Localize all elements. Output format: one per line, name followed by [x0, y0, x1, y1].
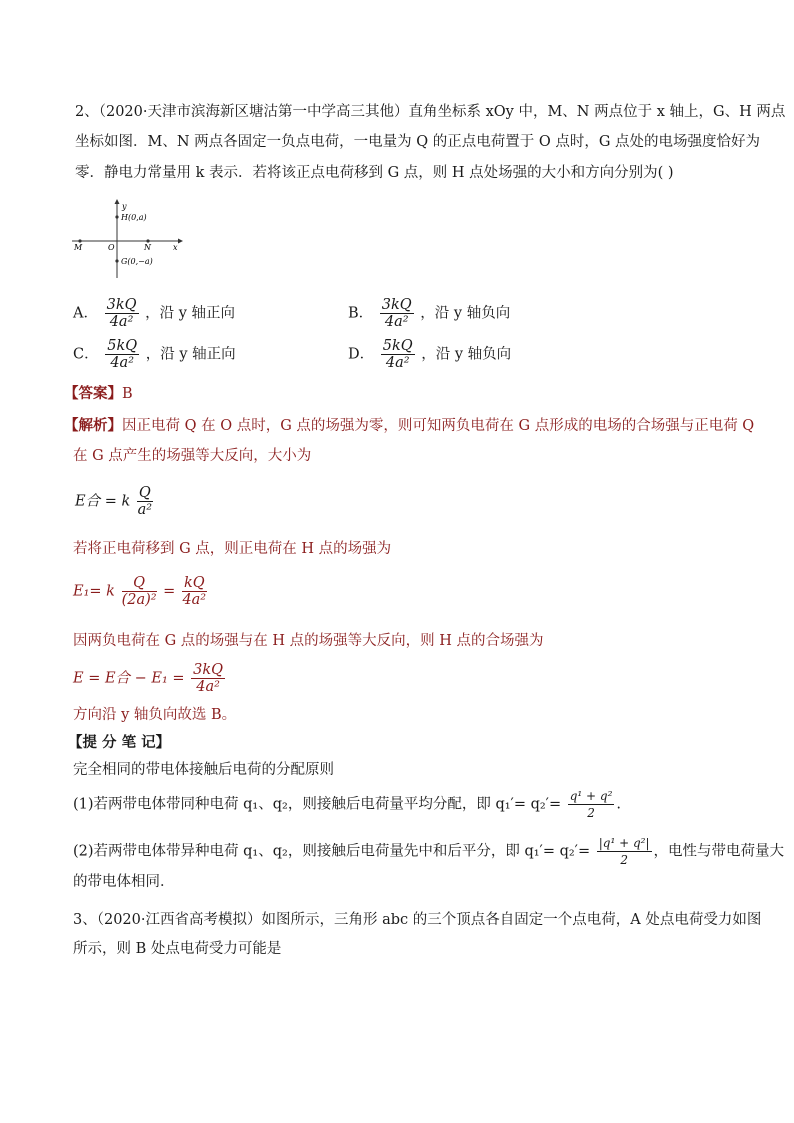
eq3-den: 4a²	[196, 679, 220, 695]
y-axis-label: y	[122, 202, 127, 211]
x-axis-arrow	[178, 239, 183, 244]
o-label: O	[108, 243, 115, 252]
option-a-letter: A．	[73, 305, 98, 322]
notes-line-3-fraction	[597, 835, 652, 868]
notes-line-4: 的带电体相同．	[73, 874, 175, 890]
option-b-num: 3kQ	[381, 297, 412, 313]
notes-line-3-end: ，电性与带电荷量大	[653, 843, 785, 860]
eq3-fraction	[191, 662, 225, 695]
notes-line-2-num: q¹ + q²	[569, 789, 613, 803]
q3-line-1: 3、（2020·江西省高考模拟）如图所示，三角形 abc 的三个顶点各自固定一个点电荷，A 处点电荷受力如图	[73, 912, 762, 928]
q3-line-2: 所示，则 B 处点电荷受力可能是	[73, 941, 282, 957]
option-a[interactable]	[73, 297, 235, 330]
point-h	[115, 215, 118, 218]
option-d-letter: D．	[348, 346, 375, 363]
option-a-text: ，沿 y 轴正向	[145, 305, 236, 322]
option-c[interactable]	[73, 338, 236, 371]
option-d-text: ，沿 y 轴负向	[421, 346, 512, 363]
point-g	[115, 259, 118, 262]
n-label: N	[144, 243, 151, 252]
option-b-text: ，沿 y 轴负向	[420, 305, 511, 322]
eq2-fraction-2	[182, 575, 207, 608]
notes-line-2-text: (1)若两带电体带同种电荷 q₁、q₂，则接触后电荷量平均分配，即 q₁′= q₂′=	[73, 796, 562, 813]
notes-line-3-num: |q¹ + q²|	[598, 836, 650, 850]
option-b-den: 4a²	[384, 314, 409, 330]
option-b-fraction	[380, 297, 414, 330]
notes-line-3-text: (2)若两带电体带异种电荷 q₁、q₂，则接触后电荷量先中和后平分，即 q₁′= q₂′=	[73, 843, 591, 860]
option-d[interactable]	[348, 338, 511, 371]
eq2-den-1: (2a)²	[121, 592, 157, 608]
option-c-letter: C．	[73, 346, 99, 363]
g-label: G(0,−a)	[121, 257, 153, 266]
eq2-equals: =	[163, 583, 176, 600]
notes-line-1: 完全相同的带电体接触后电荷的分配原则	[73, 762, 334, 778]
analysis-text-1: 因正电荷 Q 在 O 点时，G 点的场强为零，则可知两负电荷在 G 点形成的电场的合场强与正电荷 Q	[122, 418, 755, 434]
eq2-fraction-1	[122, 575, 157, 608]
eq1-lhs: E合 = k	[75, 493, 131, 510]
eq1-den: a²	[137, 502, 153, 518]
option-b-letter: B．	[348, 305, 374, 322]
notes-title: 【提 分 笔 记】	[68, 734, 171, 751]
notes-line-3-den: 2	[620, 853, 628, 867]
notes-line-2-end: .	[616, 796, 622, 813]
option-d-fraction	[381, 338, 415, 371]
eq3-num: 3kQ	[193, 662, 224, 678]
answer	[64, 384, 133, 404]
eq2-num-2: kQ	[183, 575, 205, 591]
eq1-fraction	[137, 485, 153, 518]
option-a-fraction	[105, 297, 139, 330]
eq2-den-2: 4a²	[182, 592, 207, 608]
answer-label: 【答案】	[64, 385, 122, 402]
analysis-line-1	[64, 416, 754, 436]
q2-line-3: 零．静电力常量用 k 表示．若将该正点电荷移到 G 点，则 H 点处场强的大小和方向分别为( )	[75, 165, 674, 181]
y-axis-arrow	[115, 199, 120, 204]
eq1-num: Q	[138, 485, 151, 501]
analysis-line-2: 在 G 点产生的场强等大反向，大小为	[73, 448, 312, 464]
option-a-den: 4a²	[109, 314, 134, 330]
equation-2	[73, 575, 209, 608]
m-label: M	[74, 243, 83, 252]
option-c-num: 5kQ	[107, 338, 138, 354]
eq2-num-1: Q	[122, 575, 157, 592]
eq2-lhs: E₁= k	[73, 583, 115, 600]
q2-line-2: 坐标如图．M、N 两点各固定一负点电荷，一电量为 Q 的正点电荷置于 O 点时，G 点处的电场强度恰好为	[75, 134, 761, 150]
option-c-den: 4a²	[110, 355, 135, 371]
option-c-fraction	[105, 338, 139, 371]
notes-line-3	[73, 835, 784, 868]
answer-value: B	[122, 386, 133, 402]
x-axis-label: x	[173, 243, 178, 252]
analysis-line-4: 因两负电荷在 G 点的场强与在 H 点的场强等大反向，则 H 点的合场强为	[73, 633, 544, 649]
analysis-line-3: 若将正电荷移到 G 点，则正电荷在 H 点的场强为	[73, 541, 392, 557]
coordinate-figure	[70, 198, 190, 280]
h-label: H(0,a)	[121, 213, 147, 222]
equation-1	[75, 485, 155, 518]
option-d-den: 4a²	[385, 355, 410, 371]
eq3-lhs: E = E合 − E₁ =	[73, 670, 185, 687]
notes-line-2-fraction	[568, 788, 615, 821]
notes-line-2-den: 2	[587, 806, 595, 820]
q2-line-1: 2、（2020·天津市滨海新区塘沽第一中学高三其他）直角坐标系 xOy 中，M、N 两点位于 x 轴上，G、H 两点	[75, 104, 786, 120]
analysis-line-5: 方向沿 y 轴负向故选 B。	[73, 707, 237, 723]
analysis-label: 【解析】	[64, 417, 122, 434]
option-b[interactable]	[348, 297, 510, 330]
option-c-text: ，沿 y 轴正向	[145, 346, 236, 363]
option-d-num: 5kQ	[382, 338, 413, 354]
option-a-num: 3kQ	[106, 297, 137, 313]
equation-3	[73, 662, 227, 695]
notes-line-2	[73, 788, 621, 821]
